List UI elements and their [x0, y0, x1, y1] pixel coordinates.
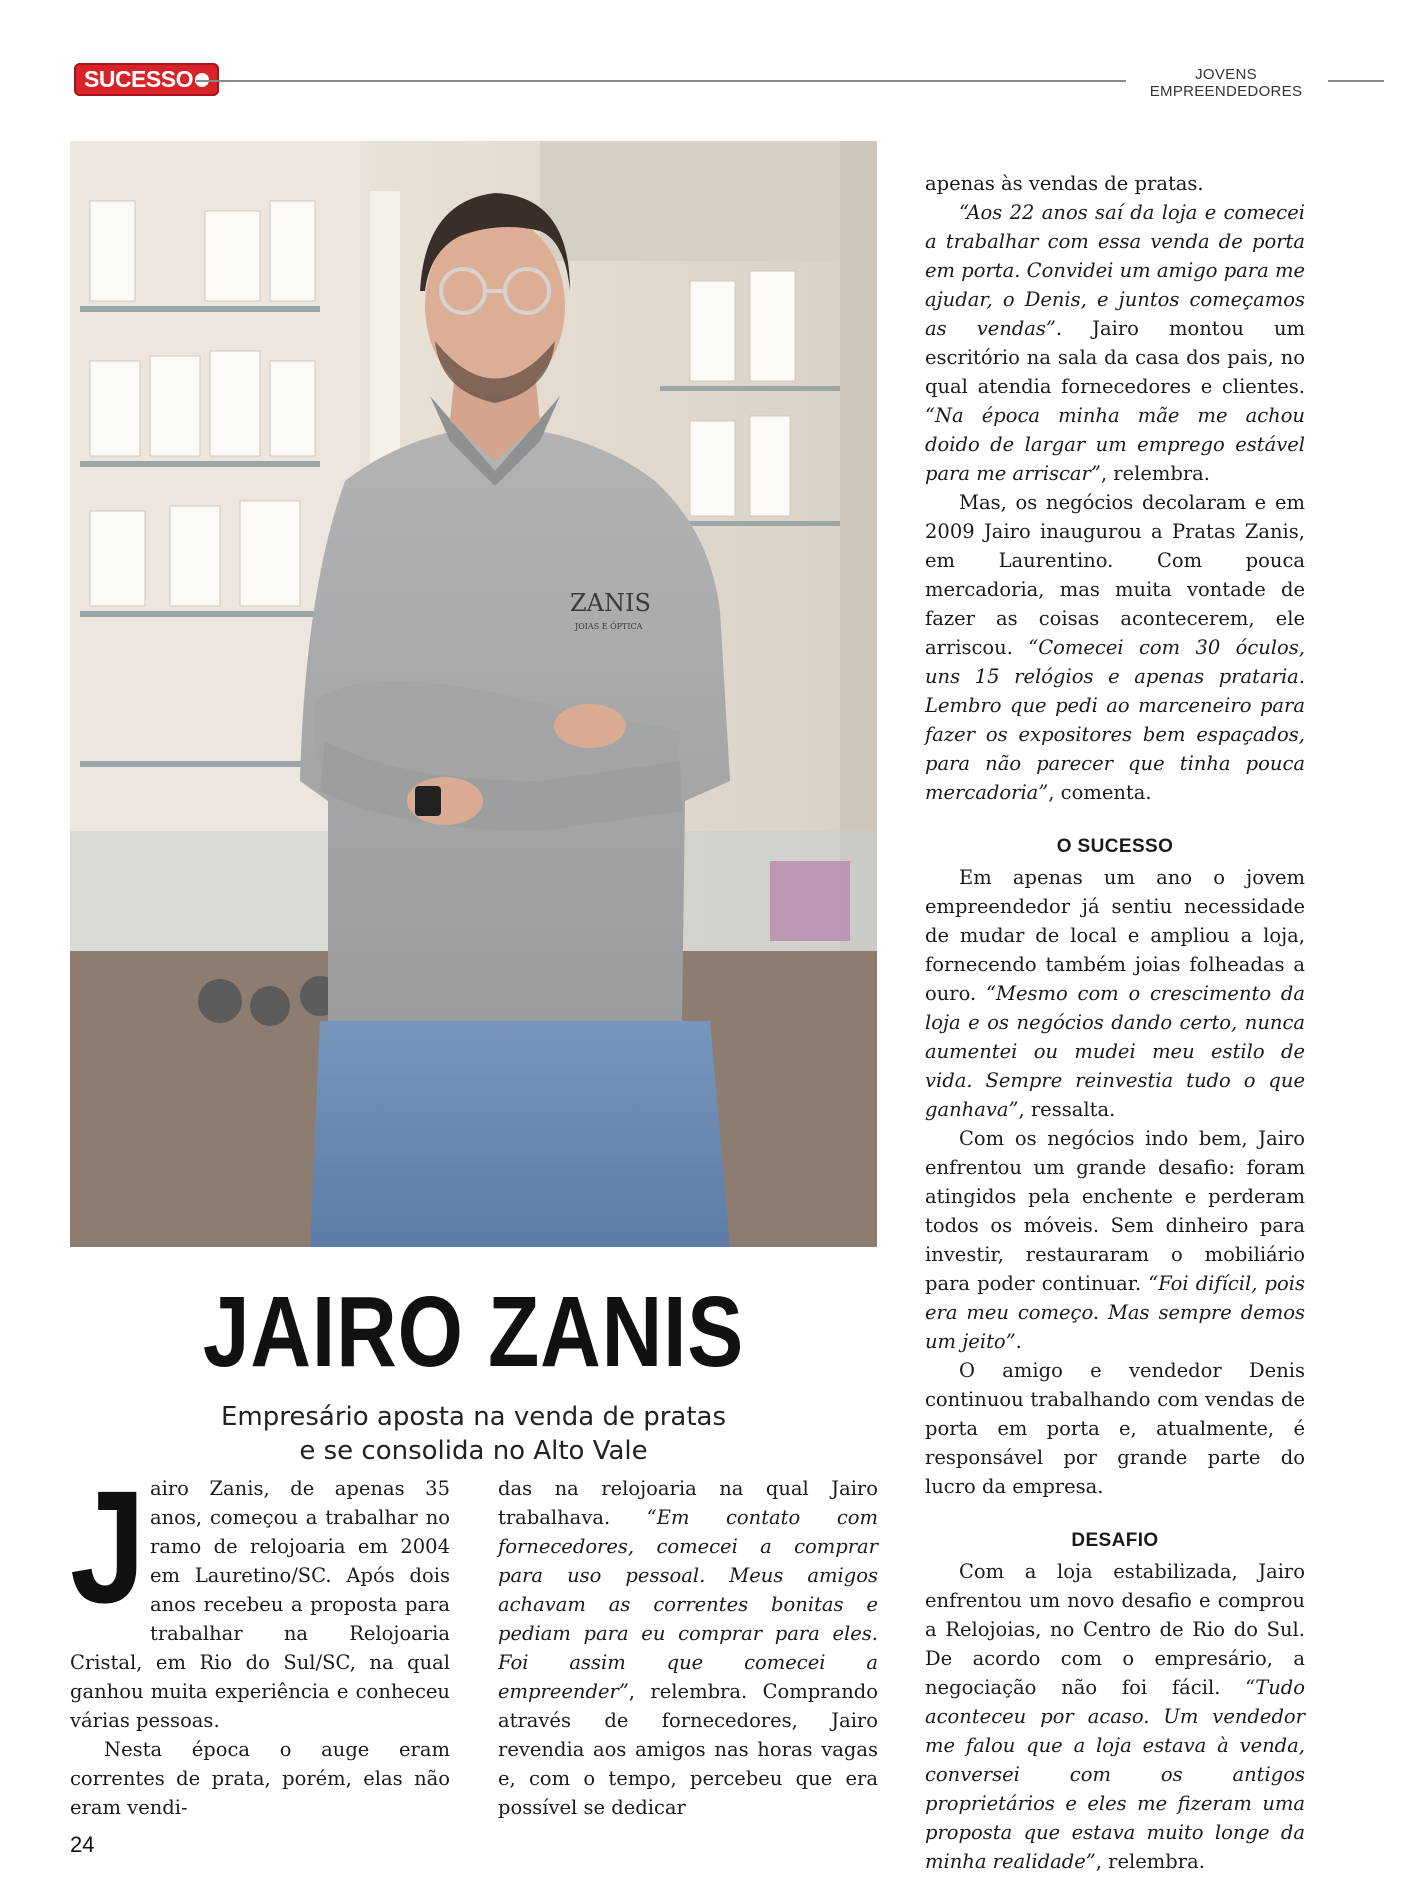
section-label: JOVENS EMPREENDEDORES	[1149, 66, 1303, 100]
shirt-brand: ZANIS	[570, 589, 651, 617]
paragraph	[925, 488, 1305, 807]
paragraph	[925, 1557, 1305, 1876]
text-run: Com a loja estabilizada, Jairo enfrentou um novo desafio e comprou a Relojoias, no Centro de Rio do Sul. De acordo com o empresário, a negociação não foi fácil.	[925, 1560, 1305, 1699]
paragraph	[498, 1474, 878, 1822]
quote: “Tudo aconteceu por acaso. Um vendedor me falou que a loja estava à venda, conversei com os antigos proprietários e eles me fizeram uma proposta que estava muito longe da minha realidade”	[925, 1676, 1305, 1873]
text-run: , relembra. Comprando através de fornecedores, Jairo revendia aos amigos nas horas vagas e, com o tempo, percebeu que era possível se dedicar	[498, 1680, 878, 1819]
section-heading-sucesso: O SUCESSO	[1056, 836, 1174, 857]
logo-text: SUCESSO	[84, 66, 193, 92]
page-number: 24	[70, 1832, 95, 1857]
quote: “Na época minha mãe me achou doido de largar um emprego estável para me arriscar”	[925, 404, 1305, 485]
article-column-2	[498, 1474, 878, 1822]
text-run: , relembra.	[1095, 1850, 1205, 1873]
subtitle	[70, 1400, 877, 1468]
text-run: , relembra.	[1100, 462, 1210, 485]
shirt-brand-sub: JOIAS E ÓPTICA	[575, 622, 643, 631]
portrait-illustration	[70, 141, 877, 1247]
section-heading-desafio: DESAFIO	[1071, 1530, 1159, 1551]
text-run: Mas, os negócios decolaram e em 2009 Jairo inaugurou a Pratas Zanis, em Laurentino. Com pouca mercadoria, mas muita vontade de fazer as coisas acontecerem, ele arriscou.	[925, 491, 1305, 659]
text-run: . Jairo montou um escritório na sala da casa dos pais, no qual atendia fornecedores e clientes.	[925, 317, 1306, 398]
quote: “Comecei com 30 óculos, uns 15 relógios e apenas prataria. Lembro que pedi ao marceneiro para fazer os expositores bem espaçados, para não parecer que tinha pouca mercadoria”	[925, 636, 1305, 804]
headline: JAIRO ZANIS	[202, 1276, 745, 1388]
paragraph	[925, 1124, 1305, 1356]
header-rule-right	[1328, 80, 1384, 82]
paragraph: apenas às vendas de pratas.	[925, 172, 1204, 195]
text-run: , comenta.	[1048, 781, 1152, 804]
text-run: Com os negócios indo bem, Jairo enfrentou um grande desafio: foram atingidos pela enchente e perderam todos os móveis. Sem dinheiro para investir, restauraram o mobiliário para poder continuar.	[925, 1127, 1305, 1295]
subtitle-line-2: e se consolida no Alto Vale	[299, 1436, 648, 1466]
article-column-1	[70, 1457, 450, 1822]
header-rule-left	[196, 80, 1126, 82]
text-run: das na relojoaria na qual Jairo trabalhava.	[498, 1477, 878, 1529]
subtitle-line-1: Empresário aposta na venda de pratas	[220, 1402, 727, 1432]
quote: “Aos 22 anos saí da loja e comecei a trabalhar com essa venda de porta em porta. Convidei um amigo para me ajudar, o Denis, e juntos começamos as vendas”	[925, 201, 1305, 340]
quote: “Em contato com fornecedores, comecei a comprar para uso pessoal. Meus amigos achavam as correntes bonitas e pediam para eu comprar para eles. Foi assim que comecei a empreender”	[498, 1506, 878, 1703]
text-run: Em apenas um ano o jovem empreendedor já sentiu necessidade de mudar de local e ampliou a loja, fornecendo também joias folheadas a ouro.	[925, 866, 1305, 1005]
paragraph: airo Zanis, de apenas 35 anos, começou a trabalhar no ramo de relojoaria em 2004 em Lauretino/SC. Após dois anos recebeu a proposta para trabalhar na Relojoaria Cristal, em Rio do Sul/SC, na qual ganhou muita experiência e conheceu várias pessoas.	[70, 1477, 450, 1732]
drop-cap: J	[70, 1457, 146, 1636]
text-run: , ressalta.	[1018, 1098, 1116, 1121]
paragraph: O amigo e vendedor Denis continuou trabalhando com vendas de porta em porta e, atualmente, é responsável por grande parte do lucro da empresa.	[925, 1359, 1305, 1498]
paragraph	[925, 198, 1305, 488]
quote: “Mesmo com o crescimento da loja e os negócios dando certo, nunca aumentei ou mudei meu estilo de vida. Sempre reinvestia tudo o que ganhava”	[925, 982, 1305, 1121]
paragraph: Nesta época o auge eram correntes de prata, porém, elas não eram vendi-	[70, 1738, 450, 1819]
paragraph	[925, 863, 1305, 1124]
portrait-photo	[70, 141, 877, 1247]
text-run: .	[1015, 1330, 1022, 1353]
article-column-3	[925, 169, 1305, 1876]
quote: “Foi difícil, pois era meu começo. Mas sempre demos um jeito”	[925, 1272, 1305, 1353]
